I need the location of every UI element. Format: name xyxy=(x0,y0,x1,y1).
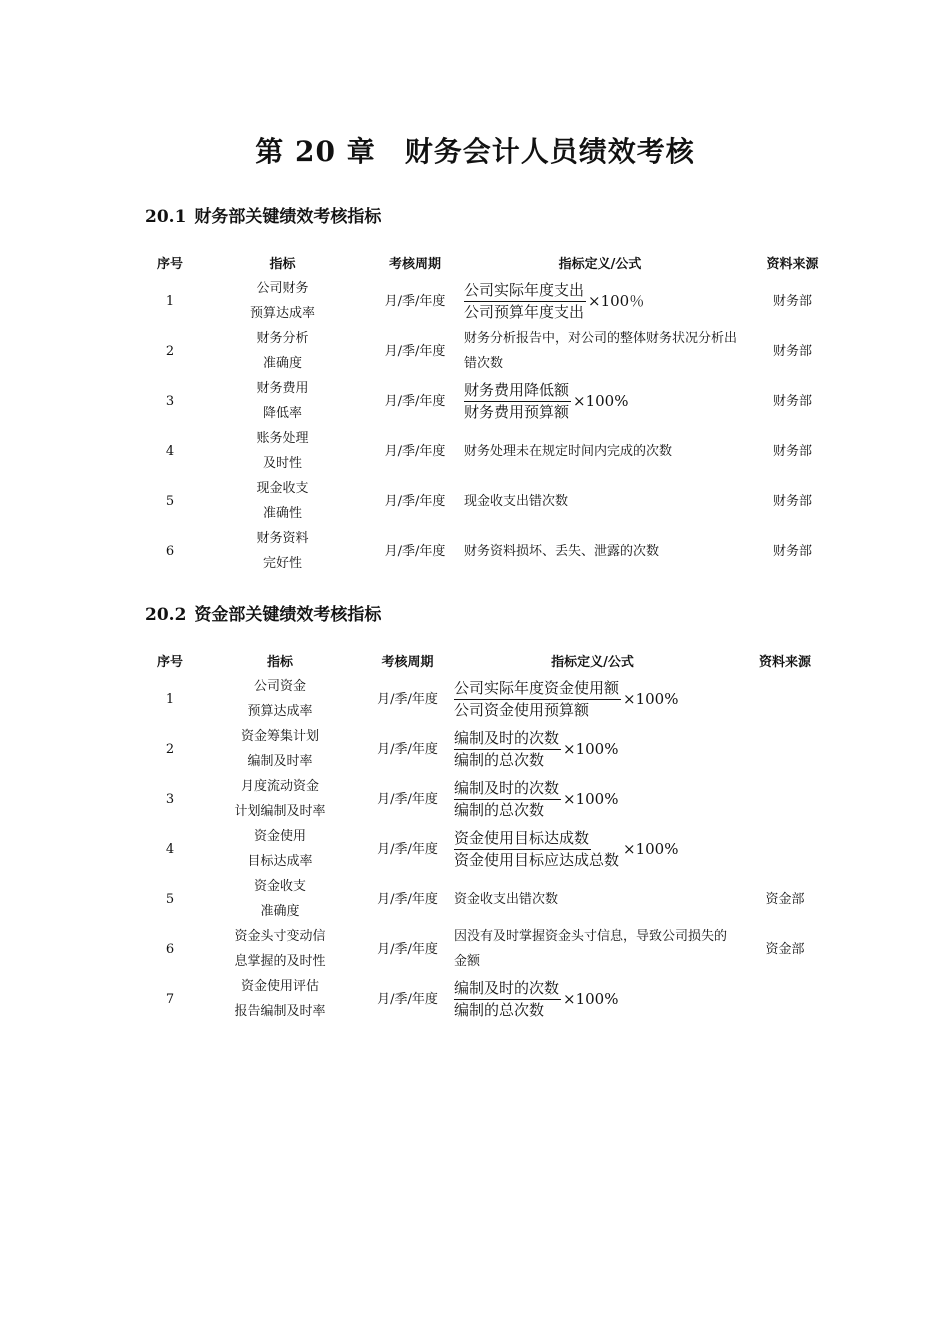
table-row xyxy=(145,924,835,974)
row-period: 月/季/年度 xyxy=(384,393,446,409)
row-indicator xyxy=(195,476,370,526)
indicator-line: 计划编制及时率 xyxy=(234,804,326,819)
row-definition xyxy=(450,824,735,874)
denominator: 编制的总次数 xyxy=(454,1001,545,1019)
indicator-line: 公司财务 xyxy=(256,281,309,296)
row-source: 财务部 xyxy=(772,443,812,459)
indicator-line: 准确性 xyxy=(262,506,302,521)
row-source: 财务部 xyxy=(772,543,812,559)
fraction xyxy=(464,280,586,323)
indicator-line: 降低率 xyxy=(262,406,302,421)
row-indicator xyxy=(195,774,365,824)
row-definition xyxy=(450,974,735,1024)
row-indicator xyxy=(195,974,365,1024)
indicator-line: 报告编制及时率 xyxy=(234,1004,326,1019)
indicator-name xyxy=(256,476,308,526)
row-definition xyxy=(450,774,735,824)
numerator: 编制及时的次数 xyxy=(454,978,561,1000)
row-period: 月/季/年度 xyxy=(384,543,446,559)
indicator-name xyxy=(247,824,312,874)
section-title: 财务部关键绩效考核指标 xyxy=(194,207,382,227)
row-definition xyxy=(450,924,735,974)
multiplier: ×100% xyxy=(573,392,629,410)
indicator-line: 资金使用 xyxy=(253,829,306,844)
fraction xyxy=(454,678,621,721)
row-period: 月/季/年度 xyxy=(377,691,438,707)
header-definition: 指标定义/公式 xyxy=(551,654,634,670)
row-source xyxy=(735,974,835,1024)
formula xyxy=(464,280,644,323)
denominator: 公司预算年度支出 xyxy=(464,303,585,321)
indicator-line: 目标达成率 xyxy=(247,854,313,869)
treasury-kpi-table xyxy=(145,646,835,1024)
row-definition xyxy=(450,874,735,924)
table-row xyxy=(145,276,845,326)
row-period: 月/季/年度 xyxy=(384,443,446,459)
header-definition: 指标定义/公式 xyxy=(558,256,642,272)
multiplier: ×100% xyxy=(563,740,619,758)
row-seq: 4 xyxy=(165,443,175,459)
row-period: 月/季/年度 xyxy=(377,991,438,1007)
indicator-name xyxy=(241,724,319,774)
indicator-line: 财务资料 xyxy=(256,531,309,546)
indicator-name xyxy=(234,924,325,974)
header-seq: 序号 xyxy=(156,256,183,272)
formula xyxy=(454,728,618,771)
definition-text: 财务分析报告中，对公司的整体财务状况分析出错次数 xyxy=(464,331,738,371)
multiplier: ×100% xyxy=(563,990,619,1008)
section-title: 资金部关键绩效考核指标 xyxy=(194,605,382,625)
row-period: 月/季/年度 xyxy=(377,741,438,757)
row-seq: 3 xyxy=(165,393,175,409)
multiplier: ×100% xyxy=(563,790,619,808)
formula xyxy=(464,380,628,423)
row-seq: 3 xyxy=(165,791,175,807)
table-row xyxy=(145,526,845,576)
row-source: 资金部 xyxy=(765,941,805,957)
row-seq: 1 xyxy=(165,691,175,707)
indicator-line: 财务费用 xyxy=(256,381,309,396)
row-period: 月/季/年度 xyxy=(384,493,446,509)
row-source: 财务部 xyxy=(772,393,812,409)
row-indicator xyxy=(195,874,365,924)
indicator-name xyxy=(256,526,308,576)
numerator: 资金使用目标达成数 xyxy=(454,828,591,850)
row-definition xyxy=(460,276,740,326)
table-header-row xyxy=(145,248,845,276)
indicator-line: 财务分析 xyxy=(256,331,309,346)
row-indicator xyxy=(195,724,365,774)
table-row xyxy=(145,774,835,824)
row-period: 月/季/年度 xyxy=(377,891,438,907)
row-source xyxy=(735,724,835,774)
row-source: 资金部 xyxy=(765,891,805,907)
section-number: 20.2 xyxy=(145,605,187,625)
indicator-line: 完好性 xyxy=(262,556,302,571)
row-seq: 1 xyxy=(165,293,175,309)
numerator: 编制及时的次数 xyxy=(454,778,561,800)
denominator: 财务费用预算额 xyxy=(464,403,570,421)
row-indicator xyxy=(195,426,370,476)
section-heading-treasury xyxy=(145,600,381,625)
numerator: 编制及时的次数 xyxy=(454,728,561,750)
fraction xyxy=(464,380,571,423)
row-definition xyxy=(450,674,735,724)
row-indicator xyxy=(195,526,370,576)
formula xyxy=(454,978,618,1021)
indicator-line: 息掌握的及时性 xyxy=(234,954,326,969)
header-seq: 序号 xyxy=(156,654,183,670)
indicator-line: 资金头寸变动信 xyxy=(234,929,326,944)
row-period: 月/季/年度 xyxy=(377,941,438,957)
indicator-line: 编制及时率 xyxy=(247,754,313,769)
fraction xyxy=(454,828,621,871)
row-definition xyxy=(450,724,735,774)
indicator-name xyxy=(254,874,306,924)
row-source xyxy=(735,824,835,874)
row-period: 月/季/年度 xyxy=(384,343,446,359)
row-source: 财务部 xyxy=(772,293,812,309)
denominator: 公司资金使用预算额 xyxy=(454,701,590,719)
multiplier: ×100% xyxy=(623,690,679,708)
definition-text: 因没有及时掌握资金头寸信息，导致公司损失的金额 xyxy=(454,929,728,969)
table-row xyxy=(145,376,845,426)
indicator-line: 预算达成率 xyxy=(249,306,315,321)
row-definition xyxy=(460,426,740,476)
indicator-line: 及时性 xyxy=(262,456,302,471)
formula xyxy=(454,828,678,871)
indicator-name xyxy=(256,426,308,476)
row-definition xyxy=(460,526,740,576)
row-indicator xyxy=(195,376,370,426)
indicator-line: 公司资金 xyxy=(253,679,306,694)
indicator-name xyxy=(247,674,312,724)
definition-text: 现金收支出错次数 xyxy=(464,493,569,509)
finance-kpi-table xyxy=(145,248,845,576)
row-seq: 5 xyxy=(165,891,175,907)
numerator: 公司实际年度支出 xyxy=(464,280,586,302)
numerator: 公司实际年度资金使用额 xyxy=(454,678,621,700)
definition-text: 财务资料损坏、丢失、泄露的次数 xyxy=(464,543,660,559)
fraction xyxy=(454,978,561,1021)
table-row xyxy=(145,824,835,874)
table-row xyxy=(145,674,835,724)
indicator-name xyxy=(256,376,308,426)
header-source: 资料来源 xyxy=(758,654,811,670)
header-period: 考核周期 xyxy=(381,654,434,670)
row-period: 月/季/年度 xyxy=(377,841,438,857)
table-row xyxy=(145,974,835,1024)
table-header-row xyxy=(145,646,835,674)
header-source: 资料来源 xyxy=(766,256,819,272)
row-period: 月/季/年度 xyxy=(377,791,438,807)
row-seq: 5 xyxy=(165,493,175,509)
row-seq: 4 xyxy=(165,841,175,857)
indicator-name xyxy=(234,974,325,1024)
section-number: 20.1 xyxy=(145,207,187,227)
row-period: 月/季/年度 xyxy=(384,293,446,309)
indicator-name xyxy=(256,326,308,376)
formula xyxy=(454,678,678,721)
indicator-line: 现金收支 xyxy=(256,481,309,496)
indicator-name xyxy=(250,276,315,326)
multiplier: ×100% xyxy=(623,840,679,858)
indicator-line: 准确度 xyxy=(260,904,300,919)
table-row xyxy=(145,874,835,924)
header-indicator: 指标 xyxy=(266,654,293,670)
row-definition xyxy=(460,476,740,526)
table-row xyxy=(145,724,835,774)
indicator-line: 月度流动资金 xyxy=(240,779,319,794)
formula xyxy=(454,778,618,821)
row-source xyxy=(735,674,835,724)
row-definition xyxy=(460,376,740,426)
row-indicator xyxy=(195,924,365,974)
denominator: 资金使用目标应达成总数 xyxy=(454,851,620,869)
row-indicator xyxy=(195,326,370,376)
page-title: 第 20 章 财务会计人员绩效考核 xyxy=(255,135,695,168)
row-seq: 2 xyxy=(165,741,175,757)
row-definition xyxy=(460,326,740,376)
row-source xyxy=(735,774,835,824)
table-row xyxy=(145,426,845,476)
row-source: 财务部 xyxy=(772,343,812,359)
indicator-line: 资金筹集计划 xyxy=(240,729,319,744)
header-period: 考核周期 xyxy=(388,256,441,272)
denominator: 编制的总次数 xyxy=(454,751,545,769)
fraction xyxy=(454,728,561,771)
fraction xyxy=(454,778,561,821)
indicator-line: 准确度 xyxy=(262,356,302,371)
row-seq: 6 xyxy=(165,941,175,957)
definition-text: 财务处理未在规定时间内完成的次数 xyxy=(464,443,673,459)
indicator-line: 账务处理 xyxy=(256,431,309,446)
row-seq: 2 xyxy=(165,343,175,359)
row-indicator xyxy=(195,276,370,326)
row-indicator xyxy=(195,674,365,724)
table-row xyxy=(145,476,845,526)
indicator-name xyxy=(234,774,325,824)
numerator: 财务费用降低额 xyxy=(464,380,571,402)
definition-text: 资金收支出错次数 xyxy=(454,891,559,907)
denominator: 编制的总次数 xyxy=(454,801,545,819)
row-source: 财务部 xyxy=(772,493,812,509)
indicator-line: 预算达成率 xyxy=(247,704,313,719)
section-heading-finance xyxy=(145,202,381,227)
row-indicator xyxy=(195,824,365,874)
row-seq: 6 xyxy=(165,543,175,559)
indicator-line: 资金收支 xyxy=(253,879,306,894)
row-seq: 7 xyxy=(165,991,175,1007)
multiplier: ×100％ xyxy=(588,292,645,310)
indicator-line: 资金使用评估 xyxy=(240,979,319,994)
header-indicator: 指标 xyxy=(269,256,296,272)
table-row xyxy=(145,326,845,376)
